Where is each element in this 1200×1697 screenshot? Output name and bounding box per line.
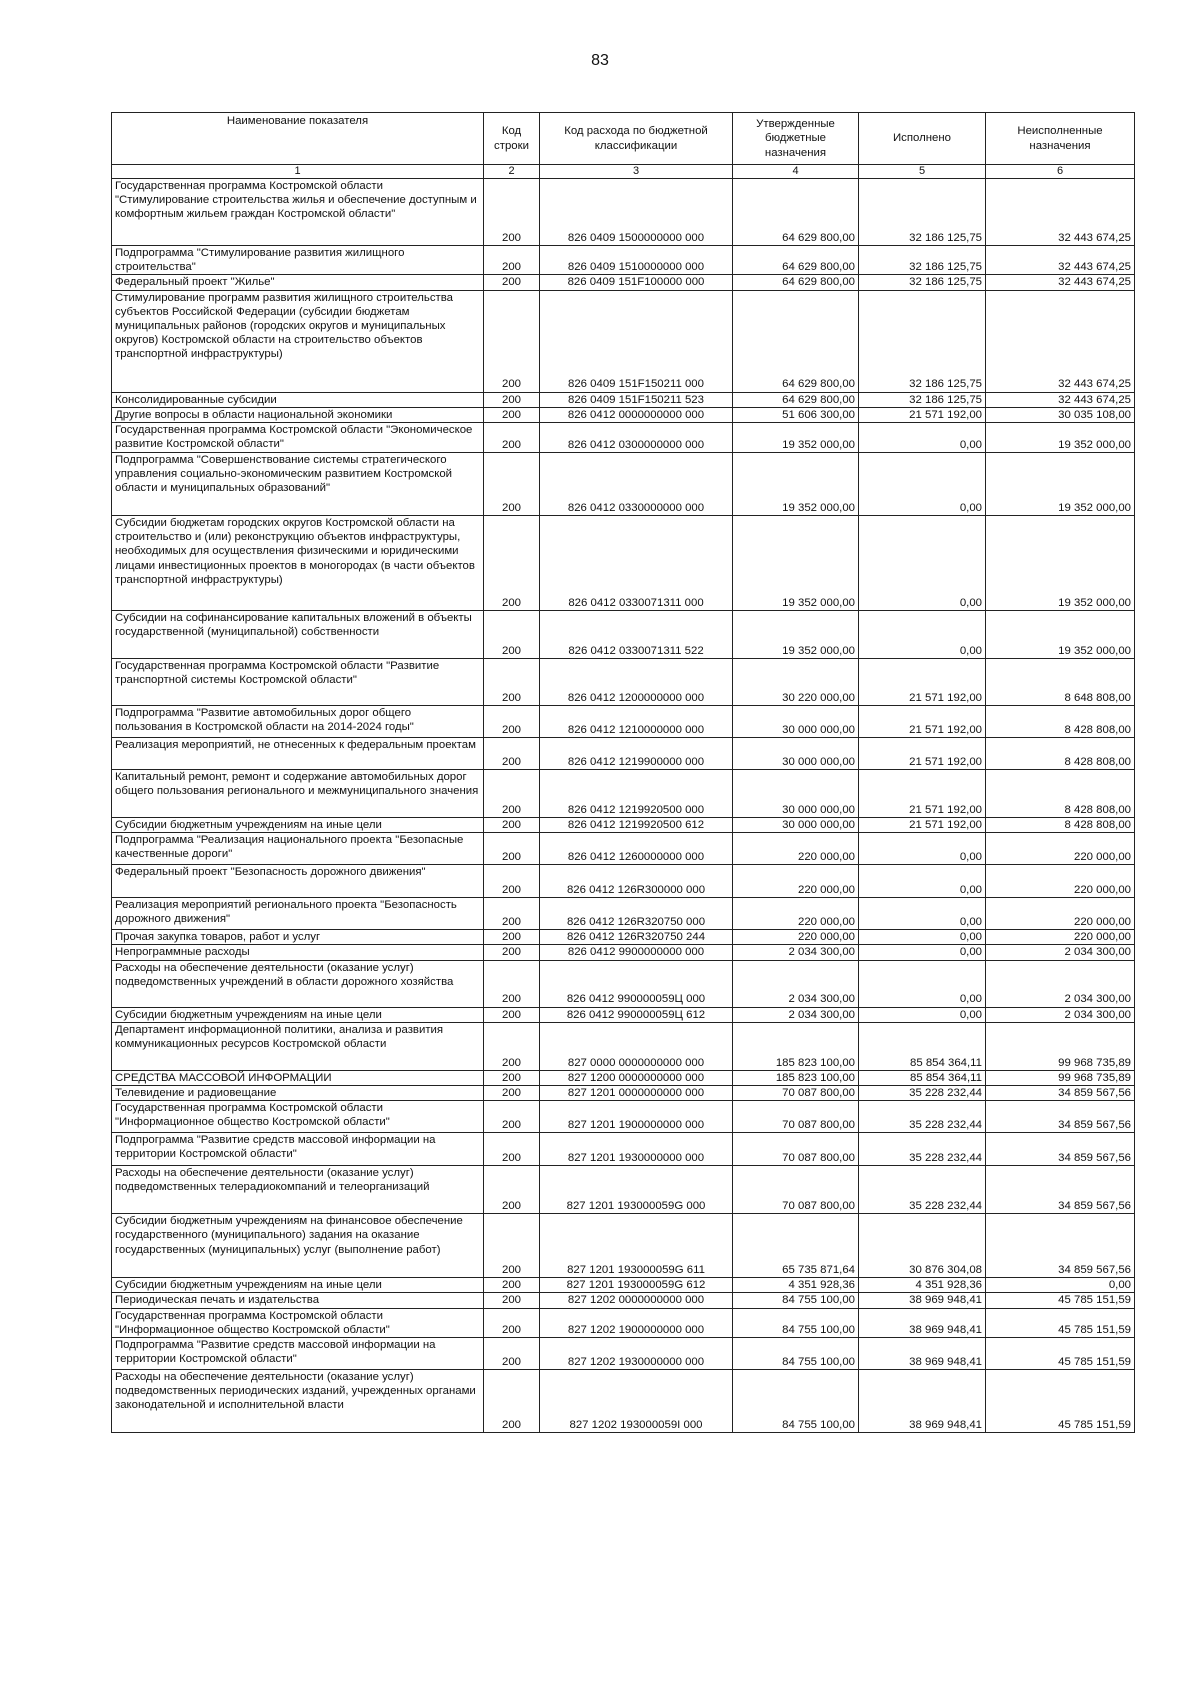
row-code: 200	[484, 945, 540, 960]
row-approved: 19 352 000,00	[733, 453, 859, 516]
row-executed: 38 969 948,41	[859, 1338, 986, 1370]
row-classification: 826 0409 151F150211 523	[540, 392, 733, 407]
row-name: Федеральный проект "Жилье"	[112, 275, 484, 290]
table-row	[112, 275, 1135, 290]
column-number: 3	[540, 165, 733, 179]
row-classification: 826 0409 1510000000 000	[540, 246, 733, 275]
row-unexecuted: 19 352 000,00	[986, 516, 1135, 611]
row-unexecuted: 19 352 000,00	[986, 453, 1135, 516]
row-executed: 21 571 192,00	[859, 659, 986, 706]
row-name: Прочая закупка товаров, работ и услуг	[112, 930, 484, 945]
row-unexecuted: 32 443 674,25	[986, 275, 1135, 290]
table-row	[112, 833, 1135, 865]
row-approved: 19 352 000,00	[733, 423, 859, 453]
row-unexecuted: 32 443 674,25	[986, 246, 1135, 275]
row-executed: 0,00	[859, 611, 986, 659]
row-code: 200	[484, 818, 540, 833]
row-classification: 826 0412 1219920500 612	[540, 818, 733, 833]
row-code: 200	[484, 1086, 540, 1101]
budget-execution-table	[111, 112, 1135, 1433]
row-unexecuted: 0,00	[986, 1278, 1135, 1293]
row-name: Субсидии бюджетам городских округов Костромской области на строительство и (или) реконструкцию объектов инфраструктуры, необходимых для осуществления физическими и юридическими лицами инвестиционных проектов в моногородах (в части объектов транспортной инфраструктуры)	[112, 516, 484, 611]
row-name: Субсидии бюджетным учреждениям на финансовое обеспечение государственного (муниципального) задания на оказание государственных (муниципальных) услуг (выполнение работ)	[112, 1214, 484, 1278]
row-name: Капитальный ремонт, ремонт и содержание автомобильных дорог общего пользования регионального и межмуниципального значения	[112, 770, 484, 818]
row-executed: 35 228 232,44	[859, 1086, 986, 1101]
row-approved: 64 629 800,00	[733, 290, 859, 392]
row-classification: 826 0412 0300000000 000	[540, 423, 733, 453]
table-row	[112, 392, 1135, 407]
row-unexecuted: 34 859 567,56	[986, 1133, 1135, 1166]
row-approved: 19 352 000,00	[733, 611, 859, 659]
table-row	[112, 1214, 1135, 1278]
row-classification: 827 1201 193000059G 611	[540, 1214, 733, 1278]
row-approved: 185 823 100,00	[733, 1070, 859, 1085]
row-approved: 30 000 000,00	[733, 818, 859, 833]
row-classification: 827 1201 1930000000 000	[540, 1133, 733, 1166]
table-row	[112, 706, 1135, 738]
row-unexecuted: 2 034 300,00	[986, 960, 1135, 1007]
row-name: Субсидии на софинансирование капитальных вложений в объекты государственной (муниципальной) собственности	[112, 611, 484, 659]
row-unexecuted: 220 000,00	[986, 865, 1135, 898]
column-numbers-row	[112, 165, 1135, 179]
table-row	[112, 516, 1135, 611]
row-code: 200	[484, 407, 540, 422]
table-row	[112, 770, 1135, 818]
row-unexecuted: 45 785 151,59	[986, 1308, 1135, 1337]
table-row	[112, 1007, 1135, 1022]
row-name: Периодическая печать и издательства	[112, 1293, 484, 1308]
row-name: Расходы на обеспечение деятельности (оказание услуг) подведомственных телерадиокомпаний и телеорганизаций	[112, 1166, 484, 1214]
row-approved: 30 000 000,00	[733, 738, 859, 770]
row-name: Подпрограмма "Развитие средств массовой информации на территории Костромской области"	[112, 1133, 484, 1166]
row-name: Государственная программа Костромской области "Экономическое развитие Костромской области"	[112, 423, 484, 453]
row-unexecuted: 8 428 808,00	[986, 738, 1135, 770]
row-name: Подпрограмма "Совершенствование системы стратегического управления социально-экономическим развитием Костромской области и муниципальных образований"	[112, 453, 484, 516]
row-approved: 70 087 800,00	[733, 1166, 859, 1214]
header-code: Код строки	[484, 113, 540, 165]
row-classification: 827 1201 193000059G 612	[540, 1278, 733, 1293]
header-approved: Утвержденные бюджетные назначения	[733, 113, 859, 165]
row-code: 200	[484, 1278, 540, 1293]
table-row	[112, 1133, 1135, 1166]
row-approved: 64 629 800,00	[733, 246, 859, 275]
row-unexecuted: 19 352 000,00	[986, 423, 1135, 453]
row-classification: 827 1200 0000000000 000	[540, 1070, 733, 1085]
table-row	[112, 960, 1135, 1007]
row-name: Расходы на обеспечение деятельности (оказание услуг) подведомственных учреждений в области дорожного хозяйства	[112, 960, 484, 1007]
row-unexecuted: 32 443 674,25	[986, 392, 1135, 407]
row-classification: 826 0409 1500000000 000	[540, 179, 733, 246]
header-name: Наименование показателя	[112, 113, 484, 165]
row-executed: 35 228 232,44	[859, 1101, 986, 1133]
row-code: 200	[484, 246, 540, 275]
row-approved: 70 087 800,00	[733, 1133, 859, 1166]
column-number: 4	[733, 165, 859, 179]
column-number: 6	[986, 165, 1135, 179]
row-executed: 0,00	[859, 865, 986, 898]
table-row	[112, 179, 1135, 246]
row-classification: 826 0412 990000059Ц 612	[540, 1007, 733, 1022]
table-row	[112, 1293, 1135, 1308]
row-code: 200	[484, 770, 540, 818]
row-code: 200	[484, 1007, 540, 1022]
row-name: Государственная программа Костромской области "Развитие транспортной системы Костромской области"	[112, 659, 484, 706]
row-unexecuted: 32 443 674,25	[986, 179, 1135, 246]
row-code: 200	[484, 1338, 540, 1370]
row-unexecuted: 34 859 567,56	[986, 1166, 1135, 1214]
row-executed: 0,00	[859, 930, 986, 945]
table-row	[112, 1022, 1135, 1070]
row-unexecuted: 99 968 735,89	[986, 1022, 1135, 1070]
row-approved: 64 629 800,00	[733, 179, 859, 246]
row-executed: 21 571 192,00	[859, 407, 986, 422]
row-executed: 35 228 232,44	[859, 1166, 986, 1214]
table-row	[112, 738, 1135, 770]
row-executed: 32 186 125,75	[859, 246, 986, 275]
row-approved: 30 000 000,00	[733, 770, 859, 818]
row-unexecuted: 30 035 108,00	[986, 407, 1135, 422]
row-executed: 21 571 192,00	[859, 770, 986, 818]
row-approved: 220 000,00	[733, 930, 859, 945]
row-name: Подпрограмма "Реализация национального проекта "Безопасные качественные дороги"	[112, 833, 484, 865]
row-classification: 826 0412 1260000000 000	[540, 833, 733, 865]
row-executed: 0,00	[859, 945, 986, 960]
row-executed: 0,00	[859, 960, 986, 1007]
row-name: Непрограммные расходы	[112, 945, 484, 960]
row-unexecuted: 34 859 567,56	[986, 1086, 1135, 1101]
column-number: 2	[484, 165, 540, 179]
row-classification: 827 1201 1900000000 000	[540, 1101, 733, 1133]
row-code: 200	[484, 179, 540, 246]
table-row	[112, 290, 1135, 392]
table-row	[112, 1370, 1135, 1433]
row-classification: 827 1201 193000059G 000	[540, 1166, 733, 1214]
row-name: Подпрограмма "Стимулирование развития жилищного строительства"	[112, 246, 484, 275]
row-name: Департамент информационной политики, анализа и развития коммуникационных ресурсов Костромской области	[112, 1022, 484, 1070]
row-classification: 826 0412 126R320750 244	[540, 930, 733, 945]
table-row	[112, 453, 1135, 516]
row-name: Государственная программа Костромской области "Стимулирование строительства жилья и обеспечение доступным и комфортным жильем граждан Костромской области"	[112, 179, 484, 246]
row-classification: 826 0412 1219900000 000	[540, 738, 733, 770]
row-code: 200	[484, 930, 540, 945]
row-name: Государственная программа Костромской области "Информационное общество Костромской области"	[112, 1101, 484, 1133]
row-classification: 827 0000 0000000000 000	[540, 1022, 733, 1070]
row-approved: 70 087 800,00	[733, 1101, 859, 1133]
row-unexecuted: 8 428 808,00	[986, 706, 1135, 738]
row-approved: 84 755 100,00	[733, 1338, 859, 1370]
header-unexecuted: Неисполненные назначения	[986, 113, 1135, 165]
row-approved: 30 220 000,00	[733, 659, 859, 706]
header-classification: Код расхода по бюджетной классификации	[540, 113, 733, 165]
row-approved: 51 606 300,00	[733, 407, 859, 422]
row-code: 200	[484, 423, 540, 453]
table-row	[112, 898, 1135, 930]
row-code: 200	[484, 1308, 540, 1337]
row-classification: 826 0412 0330000000 000	[540, 453, 733, 516]
page-number: 83	[591, 52, 609, 69]
table-row	[112, 423, 1135, 453]
row-approved: 84 755 100,00	[733, 1370, 859, 1433]
row-name: СРЕДСТВА МАССОВОЙ ИНФОРМАЦИИ	[112, 1070, 484, 1085]
row-code: 200	[484, 960, 540, 1007]
row-name: Субсидии бюджетным учреждениям на иные цели	[112, 1007, 484, 1022]
table-row	[112, 930, 1135, 945]
row-code: 200	[484, 290, 540, 392]
row-executed: 85 854 364,11	[859, 1022, 986, 1070]
row-unexecuted: 8 428 808,00	[986, 770, 1135, 818]
table-row	[112, 1308, 1135, 1337]
table-body	[112, 179, 1135, 1433]
row-approved: 2 034 300,00	[733, 945, 859, 960]
table-row	[112, 1338, 1135, 1370]
row-executed: 0,00	[859, 453, 986, 516]
row-code: 200	[484, 1166, 540, 1214]
row-approved: 220 000,00	[733, 865, 859, 898]
row-name: Реализация мероприятий, не отнесенных к федеральным проектам	[112, 738, 484, 770]
row-name: Реализация мероприятий регионального проекта "Безопасность дорожного движения"	[112, 898, 484, 930]
row-name: Субсидии бюджетным учреждениям на иные цели	[112, 818, 484, 833]
row-approved: 220 000,00	[733, 898, 859, 930]
row-approved: 4 351 928,36	[733, 1278, 859, 1293]
table-row	[112, 1070, 1135, 1085]
row-executed: 38 969 948,41	[859, 1293, 986, 1308]
row-unexecuted: 8 648 808,00	[986, 659, 1135, 706]
row-code: 200	[484, 1070, 540, 1085]
table-row	[112, 407, 1135, 422]
row-unexecuted: 34 859 567,56	[986, 1214, 1135, 1278]
row-classification: 826 0412 990000059Ц 000	[540, 960, 733, 1007]
row-code: 200	[484, 1214, 540, 1278]
row-name: Федеральный проект "Безопасность дорожного движения"	[112, 865, 484, 898]
row-unexecuted: 45 785 151,59	[986, 1370, 1135, 1433]
row-code: 200	[484, 611, 540, 659]
row-code: 200	[484, 706, 540, 738]
row-executed: 35 228 232,44	[859, 1133, 986, 1166]
row-approved: 64 629 800,00	[733, 275, 859, 290]
table-row	[112, 659, 1135, 706]
row-classification: 826 0412 1219920500 000	[540, 770, 733, 818]
row-name: Расходы на обеспечение деятельности (оказание услуг) подведомственных периодических изданий, учрежденных органами законодательной и исполнительной власти	[112, 1370, 484, 1433]
row-unexecuted: 19 352 000,00	[986, 611, 1135, 659]
table-row	[112, 611, 1135, 659]
row-classification: 827 1202 1900000000 000	[540, 1308, 733, 1337]
row-classification: 827 1202 0000000000 000	[540, 1293, 733, 1308]
row-approved: 185 823 100,00	[733, 1022, 859, 1070]
row-classification: 827 1202 1930000000 000	[540, 1338, 733, 1370]
row-approved: 220 000,00	[733, 833, 859, 865]
table-row	[112, 818, 1135, 833]
row-code: 200	[484, 275, 540, 290]
table-row	[112, 1166, 1135, 1214]
row-code: 200	[484, 392, 540, 407]
row-executed: 0,00	[859, 1007, 986, 1022]
row-approved: 64 629 800,00	[733, 392, 859, 407]
row-name: Другие вопросы в области национальной экономики	[112, 407, 484, 422]
row-executed: 38 969 948,41	[859, 1308, 986, 1337]
row-name: Субсидии бюджетным учреждениям на иные цели	[112, 1278, 484, 1293]
row-code: 200	[484, 1101, 540, 1133]
row-name: Подпрограмма "Развитие средств массовой информации на территории Костромской области"	[112, 1338, 484, 1370]
row-approved: 19 352 000,00	[733, 516, 859, 611]
row-classification: 826 0409 151F100000 000	[540, 275, 733, 290]
row-approved: 65 735 871,64	[733, 1214, 859, 1278]
table-row	[112, 945, 1135, 960]
row-approved: 30 000 000,00	[733, 706, 859, 738]
row-approved: 2 034 300,00	[733, 1007, 859, 1022]
row-executed: 4 351 928,36	[859, 1278, 986, 1293]
row-classification: 826 0412 0330071311 000	[540, 516, 733, 611]
row-classification: 826 0412 126R320750 000	[540, 898, 733, 930]
row-unexecuted: 220 000,00	[986, 930, 1135, 945]
row-unexecuted: 220 000,00	[986, 898, 1135, 930]
table-row	[112, 865, 1135, 898]
row-code: 200	[484, 659, 540, 706]
row-classification: 826 0412 9900000000 000	[540, 945, 733, 960]
row-executed: 32 186 125,75	[859, 275, 986, 290]
row-unexecuted: 34 859 567,56	[986, 1101, 1135, 1133]
table-row	[112, 246, 1135, 275]
row-classification: 826 0409 151F150211 000	[540, 290, 733, 392]
row-unexecuted: 8 428 808,00	[986, 818, 1135, 833]
row-executed: 21 571 192,00	[859, 738, 986, 770]
header-row	[112, 113, 1135, 165]
row-approved: 84 755 100,00	[733, 1293, 859, 1308]
row-classification: 826 0412 0330071311 522	[540, 611, 733, 659]
row-code: 200	[484, 738, 540, 770]
row-approved: 70 087 800,00	[733, 1086, 859, 1101]
row-executed: 85 854 364,11	[859, 1070, 986, 1085]
row-code: 200	[484, 898, 540, 930]
row-approved: 2 034 300,00	[733, 960, 859, 1007]
row-classification: 827 1201 0000000000 000	[540, 1086, 733, 1101]
row-code: 200	[484, 516, 540, 611]
row-unexecuted: 45 785 151,59	[986, 1293, 1135, 1308]
row-executed: 0,00	[859, 423, 986, 453]
row-executed: 30 876 304,08	[859, 1214, 986, 1278]
row-name: Стимулирование программ развития жилищного строительства субъектов Российской Федерации (субсидии бюджетам муниципальных районов (городских округов и муниципальных округов) Костромской области на строительство объектов транспортной инфраструктуры)	[112, 290, 484, 392]
row-classification: 826 0412 0000000000 000	[540, 407, 733, 422]
row-code: 200	[484, 1022, 540, 1070]
row-classification: 827 1202 193000059I 000	[540, 1370, 733, 1433]
row-code: 200	[484, 453, 540, 516]
row-unexecuted: 32 443 674,25	[986, 290, 1135, 392]
row-unexecuted: 2 034 300,00	[986, 945, 1135, 960]
header-executed: Исполнено	[859, 113, 986, 165]
row-name: Консолидированные субсидии	[112, 392, 484, 407]
row-name: Государственная программа Костромской области "Информационное общество Костромской области"	[112, 1308, 484, 1337]
row-name: Подпрограмма "Развитие автомобильных дорог общего пользования в Костромской области на 2014-2024 годы"	[112, 706, 484, 738]
row-executed: 21 571 192,00	[859, 706, 986, 738]
row-code: 200	[484, 865, 540, 898]
row-code: 200	[484, 1293, 540, 1308]
row-unexecuted: 99 968 735,89	[986, 1070, 1135, 1085]
row-executed: 32 186 125,75	[859, 392, 986, 407]
column-number: 5	[859, 165, 986, 179]
column-number: 1	[112, 165, 484, 179]
table-row	[112, 1101, 1135, 1133]
row-executed: 0,00	[859, 516, 986, 611]
row-approved: 84 755 100,00	[733, 1308, 859, 1337]
table-row	[112, 1278, 1135, 1293]
row-classification: 826 0412 126R300000 000	[540, 865, 733, 898]
row-name: Телевидение и радиовещание	[112, 1086, 484, 1101]
row-executed: 38 969 948,41	[859, 1370, 986, 1433]
row-unexecuted: 220 000,00	[986, 833, 1135, 865]
row-code: 200	[484, 1370, 540, 1433]
table-row	[112, 1086, 1135, 1101]
row-unexecuted: 2 034 300,00	[986, 1007, 1135, 1022]
row-executed: 0,00	[859, 898, 986, 930]
row-unexecuted: 45 785 151,59	[986, 1338, 1135, 1370]
row-classification: 826 0412 1200000000 000	[540, 659, 733, 706]
row-code: 200	[484, 1133, 540, 1166]
row-executed: 0,00	[859, 833, 986, 865]
row-executed: 32 186 125,75	[859, 179, 986, 246]
row-classification: 826 0412 1210000000 000	[540, 706, 733, 738]
row-executed: 21 571 192,00	[859, 818, 986, 833]
row-executed: 32 186 125,75	[859, 290, 986, 392]
row-code: 200	[484, 833, 540, 865]
